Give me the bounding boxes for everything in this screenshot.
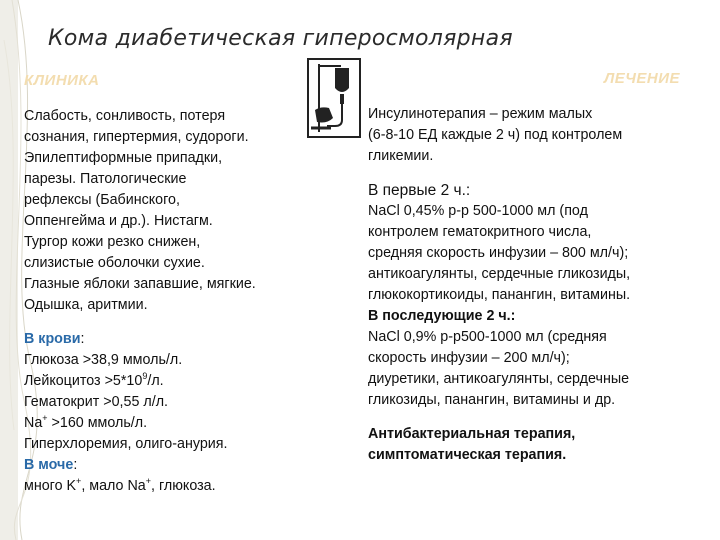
blood-heading	[24, 329, 324, 350]
leuko-unit: /л.	[147, 373, 164, 389]
clinic-line: Глазные яблоки запавшие, мягкие.	[24, 276, 256, 292]
antibacterial-line: Антибактериальная терапия,	[368, 426, 576, 442]
urine-heading	[24, 455, 324, 476]
antibacterial-line: симптоматическая терапия.	[368, 447, 567, 463]
urine-a: много K	[24, 478, 77, 494]
na-text: Na	[24, 415, 43, 431]
next-hours-line: диуретики, антикоагулянты, сердечные	[368, 371, 630, 387]
insulin-line: гликемии.	[368, 148, 434, 164]
clinic-line: Оппенгейма и др.). Нистагм.	[24, 213, 213, 229]
urine-b: , мало Na	[81, 478, 146, 494]
insulin-line: Инсулинотерапия – режим малых	[368, 106, 593, 122]
sodium-line	[24, 413, 324, 434]
next-hours-line: скорость инфузии – 200 мл/ч);	[368, 350, 570, 366]
clinic-line: Слабость, сонливость, потеря	[24, 108, 226, 124]
urine-c: , глюкоза.	[151, 478, 216, 494]
hyperchloremia-line: Гиперхлоремия, олиго-анурия.	[24, 436, 228, 452]
leuko-text: Лейкоцитоз >5*10	[24, 373, 143, 389]
first-hours-line: глюкокортикоиды, панангин, витамины.	[368, 287, 631, 303]
urine-line	[24, 476, 324, 497]
next-hours-line: гликозиды, панангин, витамины и др.	[368, 392, 616, 408]
first-hours-line: антикоагулянты, сердечные гликозиды,	[368, 266, 631, 282]
urine-sup1: +	[76, 476, 82, 487]
blood-label: В крови	[24, 331, 81, 347]
clinic-line: Тургор кожи резко снижен,	[24, 234, 201, 250]
leukocytosis-line	[24, 371, 324, 392]
first-hours-line: контролем гематокритного числа,	[368, 224, 592, 240]
first-hours-heading: В первые 2 ч.:	[368, 182, 471, 199]
glucose-line: Глюкоза >38,9 ммоль/л.	[24, 352, 183, 368]
clinic-line: Эпилептиформные припадки,	[24, 150, 223, 166]
first-hours-line: NaCl 0,45% р-р 500-1000 мл (под	[368, 203, 588, 219]
clinic-line: рефлексы (Бабинского,	[24, 192, 180, 208]
treatment-column	[368, 104, 713, 466]
urine-sup2: +	[145, 476, 152, 487]
clinic-line: сознания, гипертермия, судороги.	[24, 129, 249, 145]
next-hours-heading: В последующие 2 ч.:	[368, 308, 516, 324]
next-hours-line: NaCl 0,9% р-р500-1000 мл (средняя	[368, 329, 607, 345]
clinic-column	[24, 106, 324, 497]
treatment-header: ЛЕЧЕНИЕ	[604, 70, 681, 87]
clinic-line: парезы. Патологические	[24, 171, 187, 187]
insulin-line: (6-8-10 ЕД каждые 2 ч) под контролем	[368, 127, 623, 143]
page-title: Кома диабетическая гиперосмолярная	[48, 26, 513, 51]
blood-colon: :	[80, 331, 85, 347]
urine-colon: :	[73, 457, 78, 473]
urine-label: В моче	[24, 457, 74, 473]
first-hours-line: средняя скорость инфузии – 800 мл/ч);	[368, 245, 629, 261]
clinic-line: слизистые оболочки сухие.	[24, 255, 205, 271]
hematocrit-line: Гематокрит >0,55 л/л.	[24, 394, 169, 410]
leuko-exp: 9	[142, 371, 148, 382]
na-value: >160 ммоль/л.	[47, 415, 148, 431]
clinic-header: КЛИНИКА	[24, 72, 100, 89]
na-sup: +	[42, 413, 48, 424]
clinic-line: Одышка, аритмии.	[24, 297, 148, 313]
